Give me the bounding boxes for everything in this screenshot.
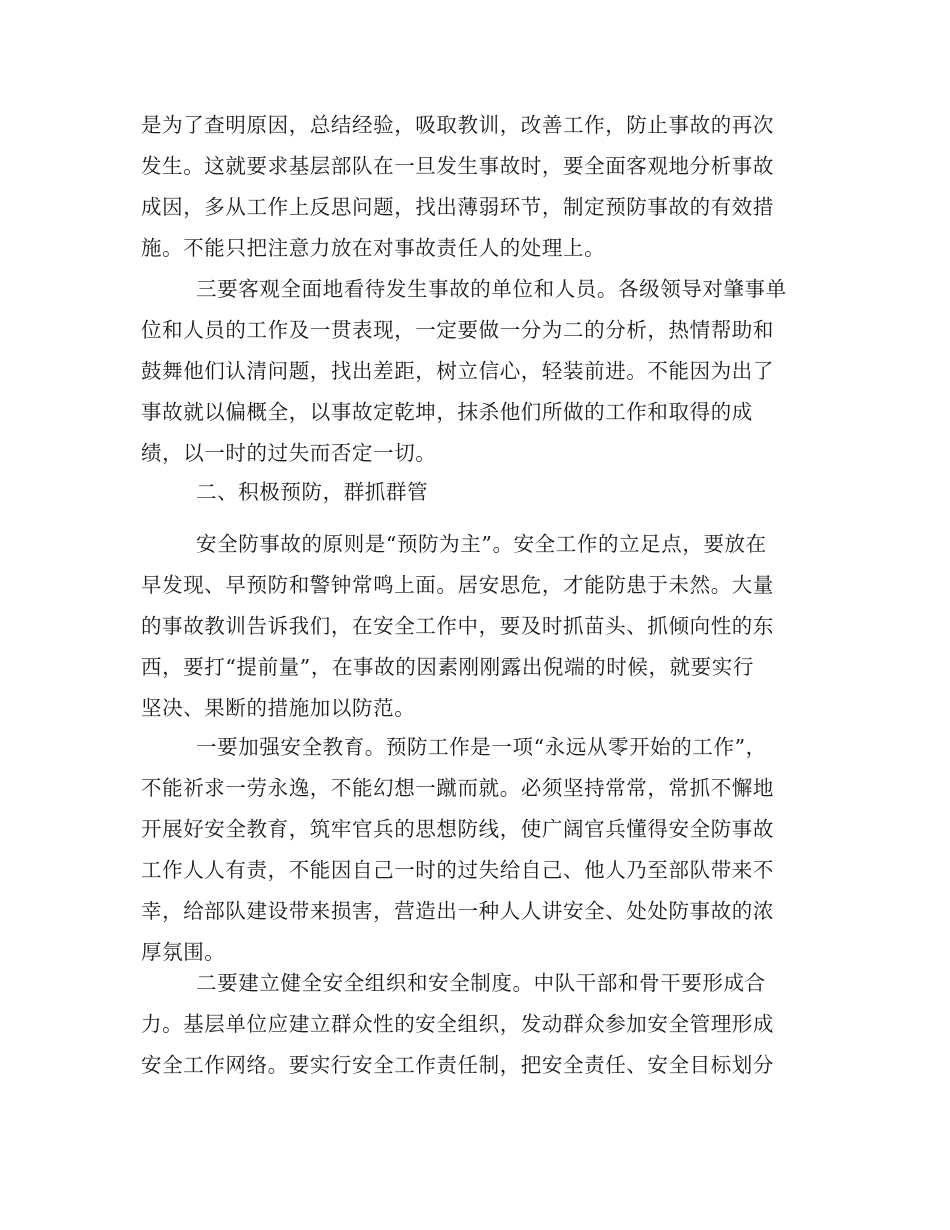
text-line: 施。不能只把注意力放在对事故责任人的处理上。 (141, 236, 606, 260)
text-line: 是为了查明原因，总结经验，吸取教训，改善工作，防止事故的再次 (141, 113, 774, 137)
text-line: 安全工作网络。要实行安全工作责任制，把安全责任、安全目标划分 (141, 1053, 774, 1077)
text-line: 鼓舞他们认清问题，找出差距，树立信心，轻装前进。不能因为出了 (141, 359, 774, 383)
text-line: 不能祈求一劳永逸，不能幻想一蹴而就。必须坚持常常，常抓不懈地 (141, 776, 774, 800)
text-line: 坚决、果断的措施加以防范。 (141, 696, 416, 720)
text-line: 幸，给部队建设带来损害，营造出一种人人讲安全、处处防事故的浓 (141, 899, 774, 923)
paragraph-safety-organization (141, 963, 821, 1086)
section-heading-text: 二、积极预防，群抓群管 (196, 480, 429, 504)
text-line: 安全防事故的原则是“预防为主”。安全工作的立足点，要放在 (196, 532, 767, 556)
text-line: 事故就以偏概全，以事故定乾坤，抹杀他们所做的工作和取得的成 (141, 400, 753, 424)
text-line: 一要加强安全教育。预防工作是一项“永远从零开始的工作”， (196, 735, 767, 759)
paragraph-point-three (141, 269, 821, 474)
paragraph-accident-analysis (141, 105, 821, 269)
text-line: 工作人人有责，不能因自己一时的过失给自己、他人乃至部队带来不 (141, 858, 774, 882)
text-line: 力。基层单位应建立群众性的安全组织，发动群众参加安全管理形成 (141, 1012, 774, 1036)
text-line: 绩，以一时的过失而否定一切。 (141, 441, 437, 465)
text-line: 发生。这就要求基层部队在一旦发生事故时，要全面客观地分析事故 (141, 154, 774, 178)
text-line: 开展好安全教育，筑牢官兵的思想防线，使广阔官兵懂得安全防事故 (141, 817, 774, 841)
text-line: 二要建立健全安全组织和安全制度。中队干部和骨干要形成合 (196, 971, 766, 995)
section-heading (141, 472, 821, 513)
paragraph-safety-education (141, 727, 821, 973)
text-line: 的事故教训告诉我们，在安全工作中，要及时抓苗头、抓倾向性的东 (141, 614, 774, 638)
text-line: 成因，多从工作上反思问题，找出薄弱环节，制定预防事故的有效措 (141, 195, 774, 219)
text-line: 位和人员的工作及一贯表现，一定要做一分为二的分析，热情帮助和 (141, 318, 774, 342)
text-line: 西，要打“提前量”，在事故的因素刚刚露出倪端的时候，就要实行 (141, 655, 754, 679)
text-line: 早发现、早预防和警钟常鸣上面。居安思危，才能防患于未然。大量 (141, 573, 774, 597)
text-line: 三要客观全面地看待发生事故的单位和人员。各级领导对肇事单 (196, 277, 787, 301)
text-line: 厚氛围。 (141, 940, 226, 964)
paragraph-prevention-principle (141, 524, 821, 729)
